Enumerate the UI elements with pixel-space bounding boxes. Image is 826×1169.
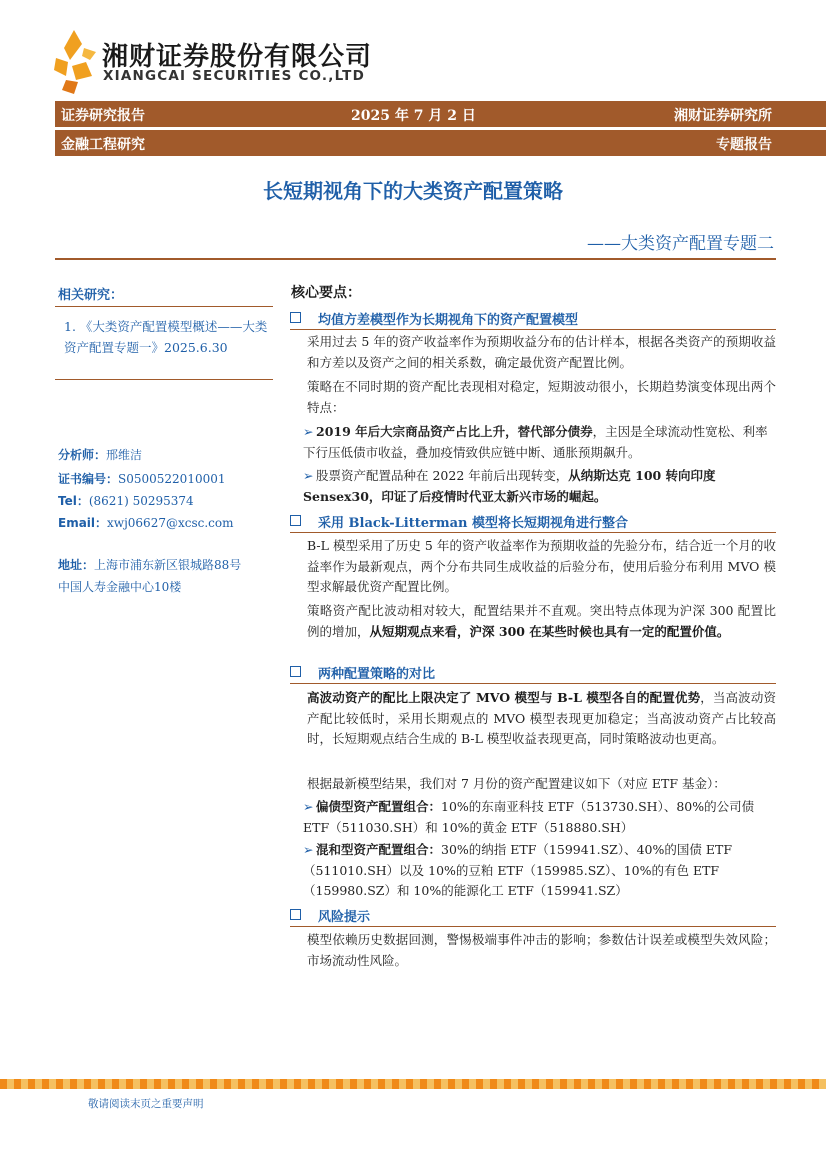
bullet-text: 股票资产配置品种在 2022 年前后出现转变， (316, 468, 569, 483)
paragraph-bold: 高波动资产的配比上限决定了 MVO 模型与 B-L 模型各自的配置优势 (307, 690, 701, 705)
key-points-heading: 核心要点： (291, 285, 361, 301)
email-info (58, 514, 233, 531)
address-line-2 (58, 578, 181, 595)
paragraph: 模型依赖历史数据回测，警惕极端事件冲击的影响；参数估计误差或模型失效风险；市场流动性风险。 (307, 932, 776, 968)
bullet-bold: 从纳斯达克 100 转向印度 Sensex30，印证了后疫情时代亚太新兴市场的崛起。 (303, 468, 716, 504)
paragraph: 策略在不同时期的资产配比表现相对稳定，短期波动很小，长期趋势演变体现出两个特点： (307, 379, 776, 415)
cert-label: 证书编号： (58, 472, 119, 486)
section-title: 风险提示 (318, 910, 371, 925)
bullet-text: ，主因是全球流动性宽松、利率下行压低债市收益，叠加疫情致供应链中断、通胀预期飙升。 (303, 424, 768, 460)
email-link[interactable]: xwj06627@xcsc.com (107, 516, 234, 530)
report-type: 证券研究报告 (61, 108, 145, 124)
address-info (58, 556, 241, 573)
paragraph: 根据最新模型结果，我们对 7 月份的资产配置建议如下（对应 ETF 基金）： (307, 776, 726, 791)
paragraph-text: ，当高波动资产配比较低时，采用长期观点的 MVO 模型表现更加稳定；当高波动资产占比较高时，长短期观点结合生成的 B-L 模型收益表现更高，同时策略波动也更高。 (307, 690, 776, 746)
bullet-item (303, 840, 776, 902)
checkbox-square-icon (290, 515, 301, 526)
paragraph (307, 688, 776, 750)
divider (55, 379, 273, 380)
page-title: 长短期视角下的大类资产配置策略 (263, 179, 563, 203)
arrow-bullet-icon: ➢ (303, 842, 314, 857)
footer-disclaimer: 敬请阅读末页之重要声明 (88, 1098, 204, 1110)
section-title: 均值方差模型作为长期视角下的资产配置模型 (318, 313, 579, 328)
section-heading (290, 663, 776, 684)
address-line: 中国人寿金融中心10楼 (58, 580, 182, 594)
analyst-info (58, 446, 142, 463)
bullet-item (303, 466, 776, 507)
divider (55, 306, 273, 307)
company-name-en: XIANGCAI SECURITIES CO.,LTD (103, 68, 365, 84)
footer-stripe (0, 1079, 826, 1089)
arrow-bullet-icon: ➢ (303, 799, 314, 814)
address-line: 上海市浦东新区银城路88号 (94, 558, 242, 572)
company-name-cn: 湘财证券股份有限公司 (102, 42, 373, 72)
report-category-bar (55, 130, 826, 156)
section-title: 采用 Black-Litterman 模型将长短期视角进行整合 (318, 516, 629, 531)
bullet-text: 30%的纳指 ETF（159941.SZ）、40%的国债 ETF（511010.SH）以及 10%的豆粕 ETF（159985.SZ）、10%的有色 ETF（159980.SZ）和 10%的能源化工 ETF（159941.SZ） (303, 842, 732, 898)
section-title: 两种配置策略的对比 (318, 667, 436, 682)
institute-name: 湘财证券研究所 (674, 108, 772, 124)
address-label: 地址： (58, 558, 95, 572)
section-heading (290, 906, 776, 927)
report-kind: 专题报告 (716, 137, 772, 153)
bullet-bold: 偏债型资产配置组合： (316, 799, 442, 814)
email-label: Email： (58, 516, 108, 530)
cert-info (58, 470, 226, 487)
paragraph-bold: 从短期观点来看，沪深 300 在某些时候也具有一定的配置价值。 (369, 623, 730, 639)
checkbox-square-icon (290, 312, 301, 323)
paragraph (307, 601, 776, 642)
paragraph: 采用过去 5 年的资产收益率作为预期收益分布的估计样本，根据各类资产的预期收益和方差以及资产之间的相关系数，确定最优资产配置比例。 (307, 334, 776, 370)
report-info-bar (55, 101, 826, 127)
section-heading (290, 512, 776, 533)
tel-number: (8621) 50295374 (88, 494, 194, 508)
cert-number: S0500522010001 (118, 472, 226, 486)
tel-info (58, 492, 194, 509)
arrow-bullet-icon: ➢ (303, 468, 314, 483)
related-research-heading: 相关研究： (58, 288, 124, 303)
analyst-name: 邢维洁 (106, 448, 143, 462)
section-heading (290, 309, 776, 330)
page-subtitle: ——大类资产配置专题二 (587, 234, 774, 254)
bullet-bold: 混和型资产配置组合： (316, 842, 442, 857)
research-category: 金融工程研究 (61, 137, 145, 153)
bullet-item (303, 797, 776, 838)
tel-label: Tel： (58, 494, 89, 508)
report-date: 2025 年 7 月 2 日 (351, 108, 476, 124)
related-research-link[interactable]: 1. 《大类资产配置模型概述——大类资产配置专题一》2025.6.30 (64, 319, 268, 355)
checkbox-square-icon (290, 666, 301, 677)
xiangcai-logo-icon (52, 30, 98, 94)
arrow-bullet-icon: ➢ (303, 424, 314, 439)
bullet-bold: 2019 年后大宗商品资产占比上升，替代部分债券 (316, 424, 593, 439)
analyst-label: 分析师： (58, 448, 107, 462)
paragraph: B-L 模型采用了历史 5 年的资产收益率作为预期收益的先验分布，结合近一个月的收益率作为最新观点，两个分布共同生成收益的后验分布，使用后验分布利用 MVO 模型求解最优资产配置比例。 (307, 538, 776, 594)
title-divider (55, 258, 776, 260)
paragraph-text: 策略资产配比波动相对较大，配置结果并不直观。突出特点体现为沪深 300 配置比例的增加， (307, 603, 776, 639)
bullet-text: 10%的东南亚科技 ETF（513730.SH）、80%的公司债 ETF（511030.SH）和 10%的黄金 ETF（518880.SH） (303, 799, 755, 835)
bullet-item (303, 422, 776, 463)
checkbox-square-icon (290, 909, 301, 920)
